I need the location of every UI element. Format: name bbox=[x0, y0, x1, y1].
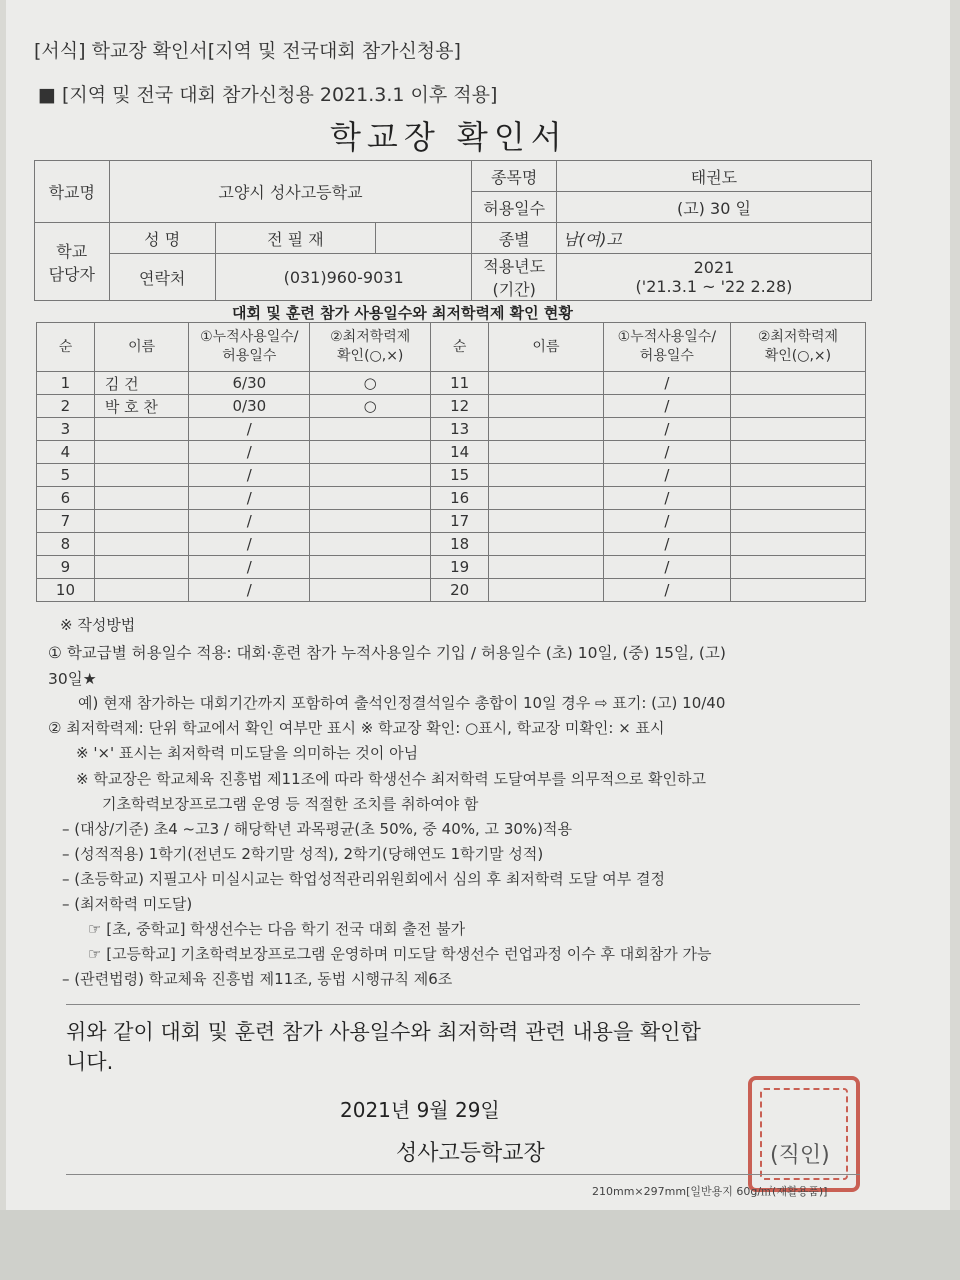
cell-l-name bbox=[94, 533, 188, 556]
cell-l-days: 6/30 bbox=[189, 372, 310, 395]
col-min-right-line2: 확인(○,×) bbox=[764, 348, 832, 364]
status-table bbox=[36, 322, 866, 602]
cell-r-no: 18 bbox=[431, 533, 489, 556]
cell-l-no: 9 bbox=[37, 556, 95, 579]
issue-date: 2021년 9월 29일 bbox=[340, 1098, 500, 1122]
cell-r-name bbox=[489, 579, 604, 602]
year-label-line2: (기간) bbox=[492, 280, 536, 299]
cell-r-min bbox=[730, 533, 865, 556]
cell-l-name bbox=[94, 510, 188, 533]
cell-l-min bbox=[310, 441, 431, 464]
col-days-right-line2: 허용일수 bbox=[639, 348, 694, 364]
cell-r-days: / bbox=[603, 487, 730, 510]
cell-l-no: 6 bbox=[37, 487, 95, 510]
cell-l-no: 4 bbox=[37, 441, 95, 464]
table-row bbox=[37, 487, 866, 510]
cell-l-name bbox=[94, 464, 188, 487]
table-row bbox=[37, 395, 866, 418]
table-row bbox=[37, 464, 866, 487]
note-line: – (대상/기준) 초4 ~고3 / 해당학년 과목평균(초 50%, 중 40%, 고 30%)적용 bbox=[62, 820, 572, 838]
note-line: ※ '×' 표시는 최저학력 미도달을 의미하는 것이 아님 bbox=[76, 744, 419, 762]
school-value: 고양시 성사고등학교 bbox=[109, 161, 472, 223]
col-no-right: 순 bbox=[431, 323, 489, 372]
col-days bbox=[189, 323, 310, 372]
cell-r-name bbox=[489, 395, 604, 418]
principal-name: 성사고등학교장 bbox=[396, 1141, 545, 1166]
col-min-right bbox=[730, 323, 865, 372]
cell-l-min bbox=[310, 510, 431, 533]
allowed-label: 허용일수 bbox=[472, 192, 557, 223]
col-min-right-line1: ②최저학력제 bbox=[757, 329, 838, 345]
contact-value: (031)960-9031 bbox=[215, 254, 472, 301]
name-label: 성 명 bbox=[109, 223, 215, 254]
cell-r-days: / bbox=[603, 533, 730, 556]
cell-r-name bbox=[489, 441, 604, 464]
background-surface bbox=[0, 1210, 960, 1280]
confirm-line1: 위와 같이 대회 및 훈련 참가 사용일수와 최저학력 관련 내용을 확인합 bbox=[66, 1020, 701, 1044]
document-title: 학교장 확인서 bbox=[330, 118, 568, 156]
table-row bbox=[37, 579, 866, 602]
note-line: ☞ [고등학교] 기초학력보장프로그램 운영하며 미도달 학생선수 런업과정 이수 후 대회참가 가능 bbox=[88, 945, 712, 963]
cell-l-min bbox=[310, 556, 431, 579]
cell-l-min bbox=[310, 418, 431, 441]
cell-l-name bbox=[94, 579, 188, 602]
note-line: ② 최저학력제: 단위 학교에서 확인 여부만 표시 ※ 학교장 확인: ○표시, 학교장 미확인: × 표시 bbox=[48, 719, 665, 737]
manager-label-line2: 담당자 bbox=[48, 264, 95, 284]
cell-l-min bbox=[310, 533, 431, 556]
cell-r-min bbox=[730, 556, 865, 579]
cell-l-name: 김 건 bbox=[94, 372, 188, 395]
cell-r-name bbox=[489, 533, 604, 556]
note-line: ☞ [초, 중학교] 학생선수는 다음 학기 전국 대회 출전 불가 bbox=[88, 920, 466, 938]
cell-l-days: / bbox=[189, 418, 310, 441]
form-label: [서식] 학교장 확인서[지역 및 전국대회 참가신청용] bbox=[34, 40, 461, 62]
divider bbox=[66, 1004, 860, 1005]
cell-r-min bbox=[730, 372, 865, 395]
cell-r-days: / bbox=[603, 579, 730, 602]
note-line: ※ 작성방법 bbox=[60, 616, 136, 634]
table-row bbox=[37, 372, 866, 395]
cell-l-no: 5 bbox=[37, 464, 95, 487]
cell-r-no: 13 bbox=[431, 418, 489, 441]
note-line: ※ 학교장은 학교체육 진흥법 제11조에 따라 학생선수 최저학력 도달여부를 의무적으로 확인하고 bbox=[76, 770, 706, 788]
cell-r-name bbox=[489, 418, 604, 441]
gender-value: 남(여)고 bbox=[556, 223, 871, 254]
cell-l-no: 1 bbox=[37, 372, 95, 395]
cell-r-name bbox=[489, 487, 604, 510]
cell-r-name bbox=[489, 510, 604, 533]
cell-l-days: / bbox=[189, 556, 310, 579]
year-value bbox=[556, 254, 871, 301]
cell-l-min: ○ bbox=[310, 395, 431, 418]
info-table bbox=[34, 160, 872, 301]
cell-l-days: / bbox=[189, 441, 310, 464]
cell-l-name bbox=[94, 556, 188, 579]
cell-r-no: 15 bbox=[431, 464, 489, 487]
cell-l-days: / bbox=[189, 487, 310, 510]
cell-l-min: ○ bbox=[310, 372, 431, 395]
note-line: 30일★ bbox=[48, 670, 97, 688]
cell-l-days: / bbox=[189, 510, 310, 533]
cell-r-min bbox=[730, 418, 865, 441]
cell-l-no: 3 bbox=[37, 418, 95, 441]
cell-r-no: 12 bbox=[431, 395, 489, 418]
cell-l-no: 10 bbox=[37, 579, 95, 602]
contact-label: 연락처 bbox=[109, 254, 215, 301]
school-label: 학교명 bbox=[35, 161, 110, 223]
manager-label-line1: 학교 bbox=[56, 241, 88, 261]
seal-mark: (직인) bbox=[770, 1143, 830, 1168]
table-row bbox=[37, 418, 866, 441]
note-line: – (관련법령) 학교체육 진흥법 제11조, 동법 시행규칙 제6조 bbox=[62, 970, 453, 988]
col-min-line1: ②최저학력제 bbox=[330, 329, 411, 345]
note-line: 예) 현재 참가하는 대회기간까지 포함하여 출석인정결석일수 총합이 10일 경우 ⇨ 표기: (고) 10/40 bbox=[78, 694, 726, 712]
sub-label: ■ [지역 및 전국 대회 참가신청용 2021.3.1 이후 적용] bbox=[38, 84, 498, 106]
col-days-right bbox=[603, 323, 730, 372]
note-line: – (성적적용) 1학기(전년도 2학기말 성적), 2학기(당해연도 1학기말 성적) bbox=[62, 845, 544, 863]
col-days-line1: ①누적사용일수/ bbox=[200, 329, 299, 345]
cell-l-days: 0/30 bbox=[189, 395, 310, 418]
cell-l-name bbox=[94, 441, 188, 464]
col-name-right: 이름 bbox=[489, 323, 604, 372]
cell-r-min bbox=[730, 395, 865, 418]
gender-label: 종별 bbox=[472, 223, 557, 254]
note-line: – (초등학교) 지필고사 미실시교는 학업성적관리위원회에서 심의 후 최저학력 도달 여부 결정 bbox=[62, 870, 666, 888]
note-line: – (최저학력 미도달) bbox=[62, 895, 193, 913]
event-label: 종목명 bbox=[472, 161, 557, 192]
cell-r-min bbox=[730, 579, 865, 602]
cell-r-no: 17 bbox=[431, 510, 489, 533]
cell-r-days: / bbox=[603, 372, 730, 395]
cell-r-no: 11 bbox=[431, 372, 489, 395]
cell-r-no: 16 bbox=[431, 487, 489, 510]
cell-l-min bbox=[310, 487, 431, 510]
table-row bbox=[37, 441, 866, 464]
year-value-line2: ('21.3.1 ~ '22 2.28) bbox=[635, 277, 793, 296]
cell-r-name bbox=[489, 556, 604, 579]
cell-r-name bbox=[489, 372, 604, 395]
footer-divider bbox=[66, 1174, 860, 1175]
table-row bbox=[37, 510, 866, 533]
manager-label bbox=[35, 223, 110, 301]
name-value: 전 필 재 bbox=[215, 223, 375, 254]
col-no: 순 bbox=[37, 323, 95, 372]
cell-r-days: / bbox=[603, 395, 730, 418]
cell-r-min bbox=[730, 441, 865, 464]
paper-spec: 210mm×297mm[일반용지 60g/㎡(재활용품)] bbox=[592, 1185, 828, 1198]
cell-r-no: 14 bbox=[431, 441, 489, 464]
confirm-line2: 니다. bbox=[66, 1050, 114, 1074]
col-min-line2: 확인(○,×) bbox=[337, 348, 404, 364]
cell-r-min bbox=[730, 464, 865, 487]
cell-r-days: / bbox=[603, 510, 730, 533]
year-label bbox=[472, 254, 557, 301]
cell-r-min bbox=[730, 487, 865, 510]
cell-r-days: / bbox=[603, 418, 730, 441]
year-value-line1: 2021 bbox=[693, 258, 735, 277]
cell-r-name bbox=[489, 464, 604, 487]
col-days-right-line1: ①누적사용일수/ bbox=[617, 329, 717, 345]
table-row bbox=[37, 556, 866, 579]
cell-l-name bbox=[94, 487, 188, 510]
cell-l-min bbox=[310, 579, 431, 602]
allowed-value: (고) 30 일 bbox=[556, 192, 871, 223]
cell-r-days: / bbox=[603, 464, 730, 487]
note-line: 기초학력보장프로그램 운영 등 적절한 조치를 취하여야 함 bbox=[102, 795, 479, 813]
cell-l-days: / bbox=[189, 579, 310, 602]
cell-l-no: 7 bbox=[37, 510, 95, 533]
cell-l-no: 8 bbox=[37, 533, 95, 556]
year-label-line1: 적용년도 bbox=[483, 257, 546, 276]
cell-r-min bbox=[730, 510, 865, 533]
cell-r-no: 19 bbox=[431, 556, 489, 579]
cell-l-name: 박 호 찬 bbox=[94, 395, 188, 418]
col-min bbox=[310, 323, 431, 372]
note-line: ① 학교급별 허용일수 적용: 대회·훈련 참가 누적사용일수 기입 / 허용일수 (초) 10일, (중) 15일, (고) bbox=[48, 644, 726, 662]
col-name: 이름 bbox=[94, 323, 188, 372]
event-value: 태권도 bbox=[556, 161, 871, 192]
cell-l-min bbox=[310, 464, 431, 487]
col-days-line2: 허용일수 bbox=[222, 348, 277, 364]
cell-r-no: 20 bbox=[431, 579, 489, 602]
cell-l-days: / bbox=[189, 533, 310, 556]
cell-r-days: / bbox=[603, 441, 730, 464]
table-row bbox=[37, 533, 866, 556]
cell-l-days: / bbox=[189, 464, 310, 487]
cell-l-name bbox=[94, 418, 188, 441]
cell-r-days: / bbox=[603, 556, 730, 579]
table-title: 대회 및 훈련 참가 사용일수와 최저학력제 확인 현황 bbox=[232, 304, 573, 322]
cell-l-no: 2 bbox=[37, 395, 95, 418]
